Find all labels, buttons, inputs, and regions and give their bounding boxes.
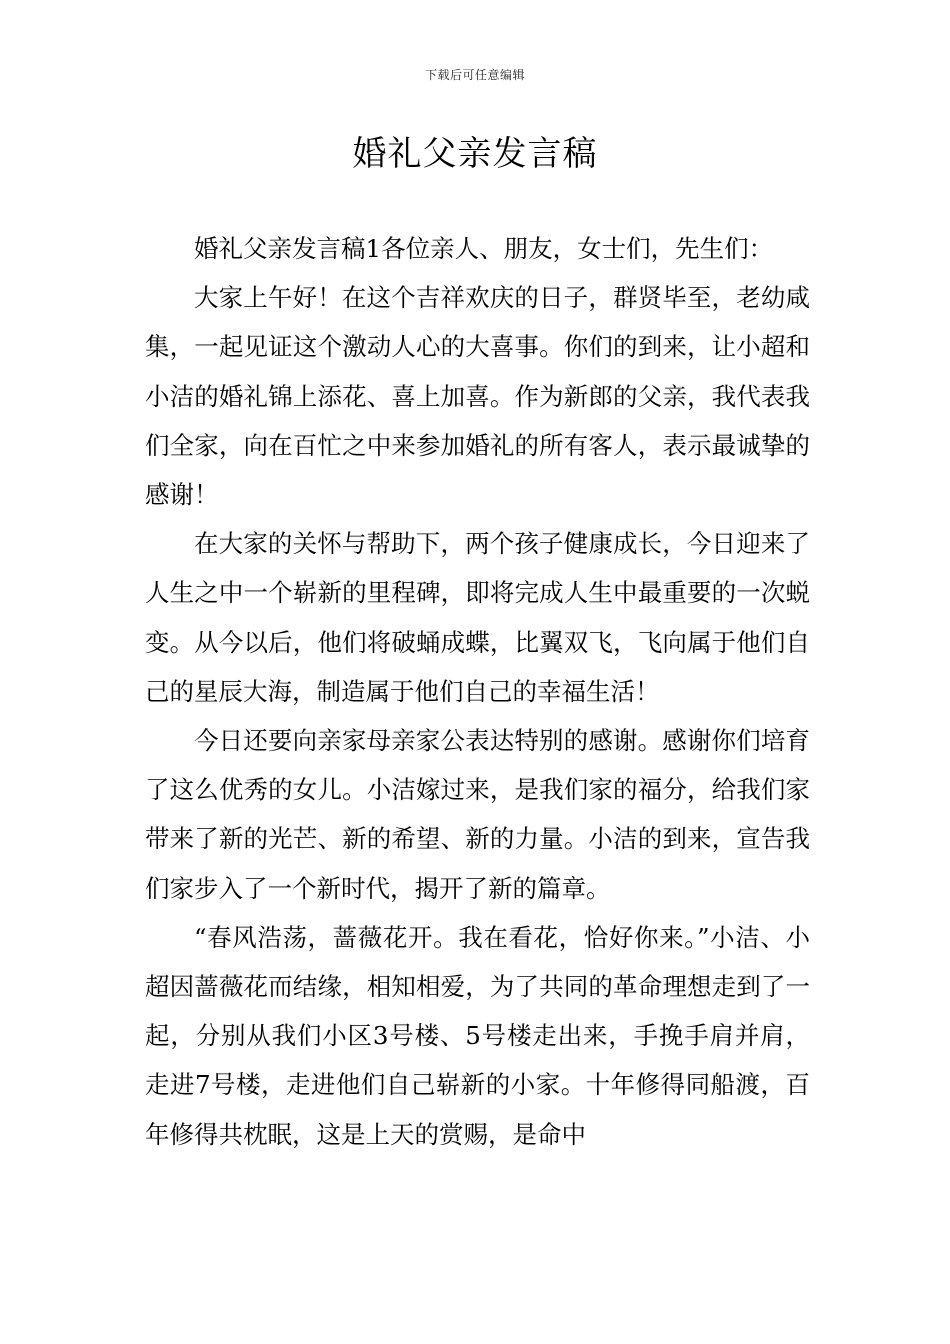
paragraph: 婚礼父亲发言稿1各位亲人、朋友，女士们，先生们： (194, 234, 774, 263)
document-body (145, 224, 810, 1159)
header-note: 下载后可任意编辑 (424, 68, 525, 82)
paragraph: 今日还要向亲家母亲家公表达特别的感谢。感谢你们培育了这么优秀的女儿。小洁嫁过来，是我们家的福分，给我们家带来了新的光芒、新的希望、新的力量。小洁的到来，宣告我们家步入了一个新时代，揭开了新的篇章。 (145, 726, 810, 903)
paragraph: “春风浩荡，蔷薇花开。我在看花，恰好你来。”小洁、小超因蔷薇花而结缘，相知相爱，为了共同的革命理想走到了一起，分别从我们小区3号楼、5号楼走出来，手挽手肩并肩，走进7号楼，走进他们自己崭新的小家。十年修得同船渡，百年修得共枕眠，这是上天的赏赐，是命中 (145, 922, 810, 1149)
paragraph: 在大家的关怀与帮助下，两个孩子健康成长，今日迎来了人生之中一个崭新的里程碑，即将完成人生中最重要的一次蜕变。从今以后，他们将破蛹成蝶，比翼双飞，飞向属于他们自己的星辰大海，制造属于他们自己的幸福生活！ (145, 529, 810, 706)
document-title: 婚礼父亲发言稿 (352, 134, 598, 174)
paragraph: 大家上午好！在这个吉祥欢庆的日子，群贤毕至，老幼咸集，一起见证这个激动人心的大喜事。你们的到来，让小超和小洁的婚礼锦上添花、喜上加喜。作为新郎的父亲，我代表我们全家，向在百忙之中来参加婚礼的所有客人，表示最诚挚的感谢！ (145, 283, 810, 510)
